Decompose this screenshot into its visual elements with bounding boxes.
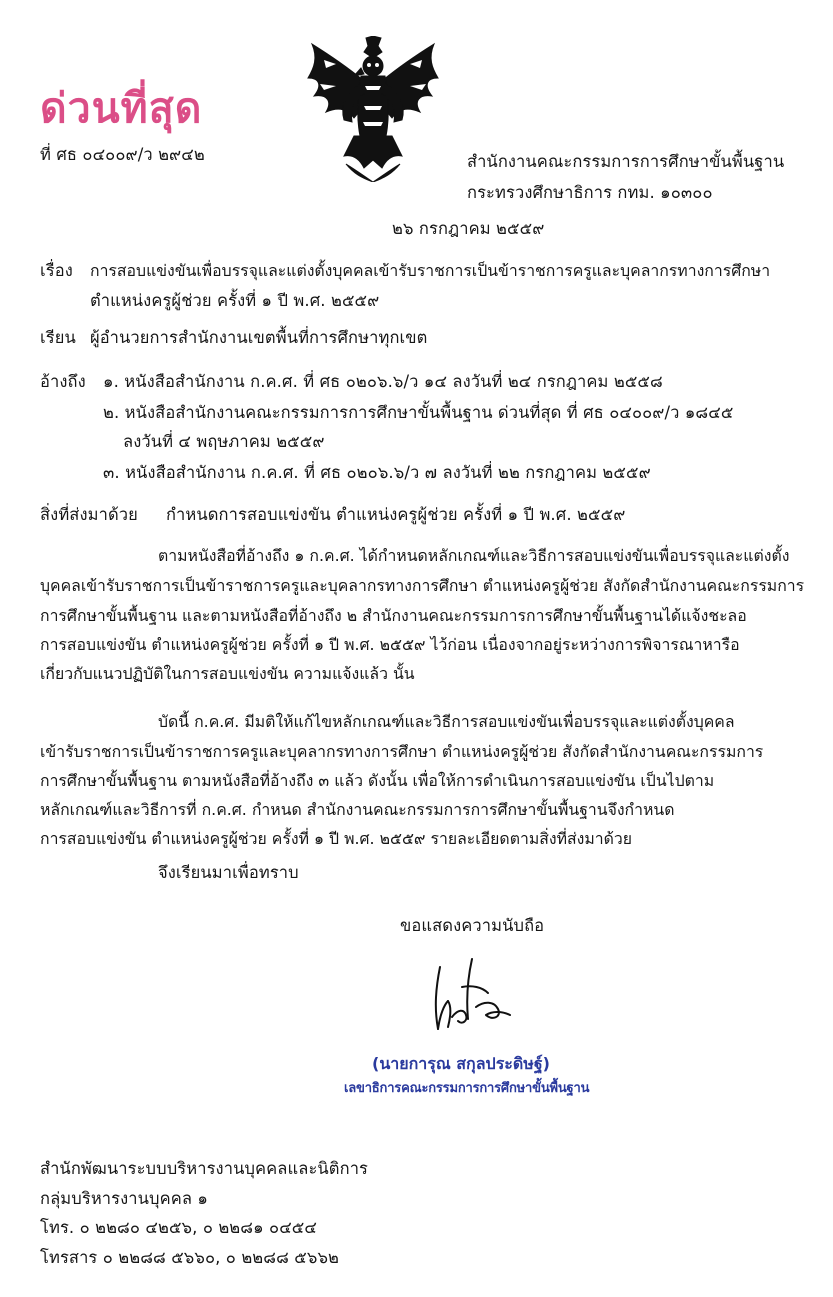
body-paragraph-2-line: หลักเกณฑ์และวิธีการที่ ก.ค.ศ. กำหนด สำนักงานคณะกรรมการการศึกษาขั้นพื้นฐานจึงกำหนด [40,800,675,819]
recipient-text: ผู้อำนวยการสำนักงานเขตพื้นที่การศึกษาทุกเขต [90,328,428,347]
signer-name: (นายการุณ สกุลประดิษฐ์) [372,1054,550,1073]
reference-number: ที่ ศธ ๐๔๐๐๙/ว ๒๙๔๒ [40,145,205,164]
footer-fax: โทรสาร ๐ ๒๒๘๘ ๕๖๖๐, ๐ ๒๒๘๘ ๕๖๖๒ [40,1248,339,1267]
closing-salutation: ขอแสดงความนับถือ [400,916,545,935]
subject-line-2: ตำแหน่งครูผู้ช่วย ครั้งที่ ๑ ปี พ.ศ. ๒๕๕๙ [90,291,380,310]
issuer-office: สำนักงานคณะกรรมการการศึกษาขั้นพื้นฐาน [467,152,785,171]
signer-title: เลขาธิการคณะกรรมการการศึกษาขั้นพื้นฐาน [344,1081,590,1096]
body-paragraph-1-line: บุคคลเข้ารับราชการเป็นข้าราชการครูและบุคลากรทางการศึกษา ตำแหน่งครูผู้ช่วย สังกัดสำนักงานคณะกรรมการ [40,576,805,595]
issuer-address: กระทรวงศึกษาธิการ กทม. ๑๐๓๐๐ [467,183,713,202]
subject-label: เรื่อง [40,261,73,280]
body-paragraph-1-line: ตามหนังสือที่อ้างถึง ๑ ก.ค.ศ. ได้กำหนดหลักเกณฑ์และวิธีการสอบแข่งขันเพื่อบรรจุและแต่งตั้ง [158,546,790,565]
reference-item: ๓. หนังสือสำนักงาน ก.ค.ศ. ที่ ศธ ๐๒๐๖.๖/ว ๗ ลงวันที่ ๒๒ กรกฎาคม ๒๕๕๙ [103,463,651,482]
reference-item-continuation: ลงวันที่ ๔ พฤษภาคม ๒๕๕๙ [123,432,325,451]
footer-group: กลุ่มบริหารงานบุคคล ๑ [40,1189,208,1208]
reference-item: ๑. หนังสือสำนักงาน ก.ค.ศ. ที่ ศธ ๐๒๐๖.๖/ว ๑๔ ลงวันที่ ๒๔ กรกฎาคม ๒๕๕๘ [103,372,663,391]
body-paragraph-1-line: การศึกษาขั้นพื้นฐาน และตามหนังสือที่อ้างถึง ๒ สำนักงานคณะกรรมการการศึกษาขั้นพื้นฐานได้แจ้งชะลอ [40,606,747,625]
footer-unit: สำนักพัฒนาระบบบริหารงานบุคคลและนิติการ [40,1159,369,1178]
subject-line-1: การสอบแข่งขันเพื่อบรรจุและแต่งตั้งบุคคลเข้ารับราชการเป็นข้าราชการครูและบุคลากรทางการศึกษา [90,261,771,280]
closing-request: จึงเรียนมาเพื่อทราบ [158,863,299,882]
enclosure-label: สิ่งที่ส่งมาด้วย [40,505,138,524]
recipient-label: เรียน [40,328,76,347]
footer-phone: โทร. ๐ ๒๒๘๐ ๔๒๕๖, ๐ ๒๒๘๑ ๐๔๕๔ [40,1218,317,1237]
body-paragraph-1-line: เกี่ยวกับแนวปฏิบัติในการสอบแข่งขัน ความแจ้งแล้ว นั้น [40,664,415,683]
body-paragraph-2-line: การศึกษาขั้นพื้นฐาน ตามหนังสือที่อ้างถึง ๓ แล้ว ดังนั้น เพื่อให้การดำเนินการสอบแข่งขัน เป็นไปตาม [40,771,715,790]
handwritten-signature [422,957,514,1032]
reference-item: ๒. หนังสือสำนักงานคณะกรรมการการศึกษาขั้นพื้นฐาน ด่วนที่สุด ที่ ศธ ๐๔๐๐๙/ว ๑๘๔๕ [103,403,734,422]
body-paragraph-1-line: การสอบแข่งขัน ตำแหน่งครูผู้ช่วย ครั้งที่ ๑ ปี พ.ศ. ๒๕๕๙ ไว้ก่อน เนื่องจากอยู่ระหว่างการพิจารณาหารือ [40,635,740,654]
body-paragraph-2-line: บัดนี้ ก.ค.ศ. มีมติให้แก้ไขหลักเกณฑ์และวิธีการสอบแข่งขันเพื่อบรรจุและแต่งตั้งบุคคล [158,712,735,731]
body-paragraph-2-line: เข้ารับราชการเป็นข้าราชการครูและบุคลากรทางการศึกษา ตำแหน่งครูผู้ช่วย สังกัดสำนักงานคณะกรรมการ [40,742,764,761]
garuda-emblem [306,36,441,182]
references-label: อ้างถึง [40,372,86,391]
enclosure-text: กำหนดการสอบแข่งขัน ตำแหน่งครูผู้ช่วย ครั้งที่ ๑ ปี พ.ศ. ๒๕๕๙ [166,505,626,524]
body-paragraph-2-line: การสอบแข่งขัน ตำแหน่งครูผู้ช่วย ครั้งที่ ๑ ปี พ.ศ. ๒๕๕๙ รายละเอียดตามสิ่งที่ส่งมาด้วย [40,829,633,848]
document-date: ๒๖ กรกฎาคม ๒๕๕๙ [392,219,545,238]
urgency-stamp: ด่วนที่สุด [40,84,203,132]
